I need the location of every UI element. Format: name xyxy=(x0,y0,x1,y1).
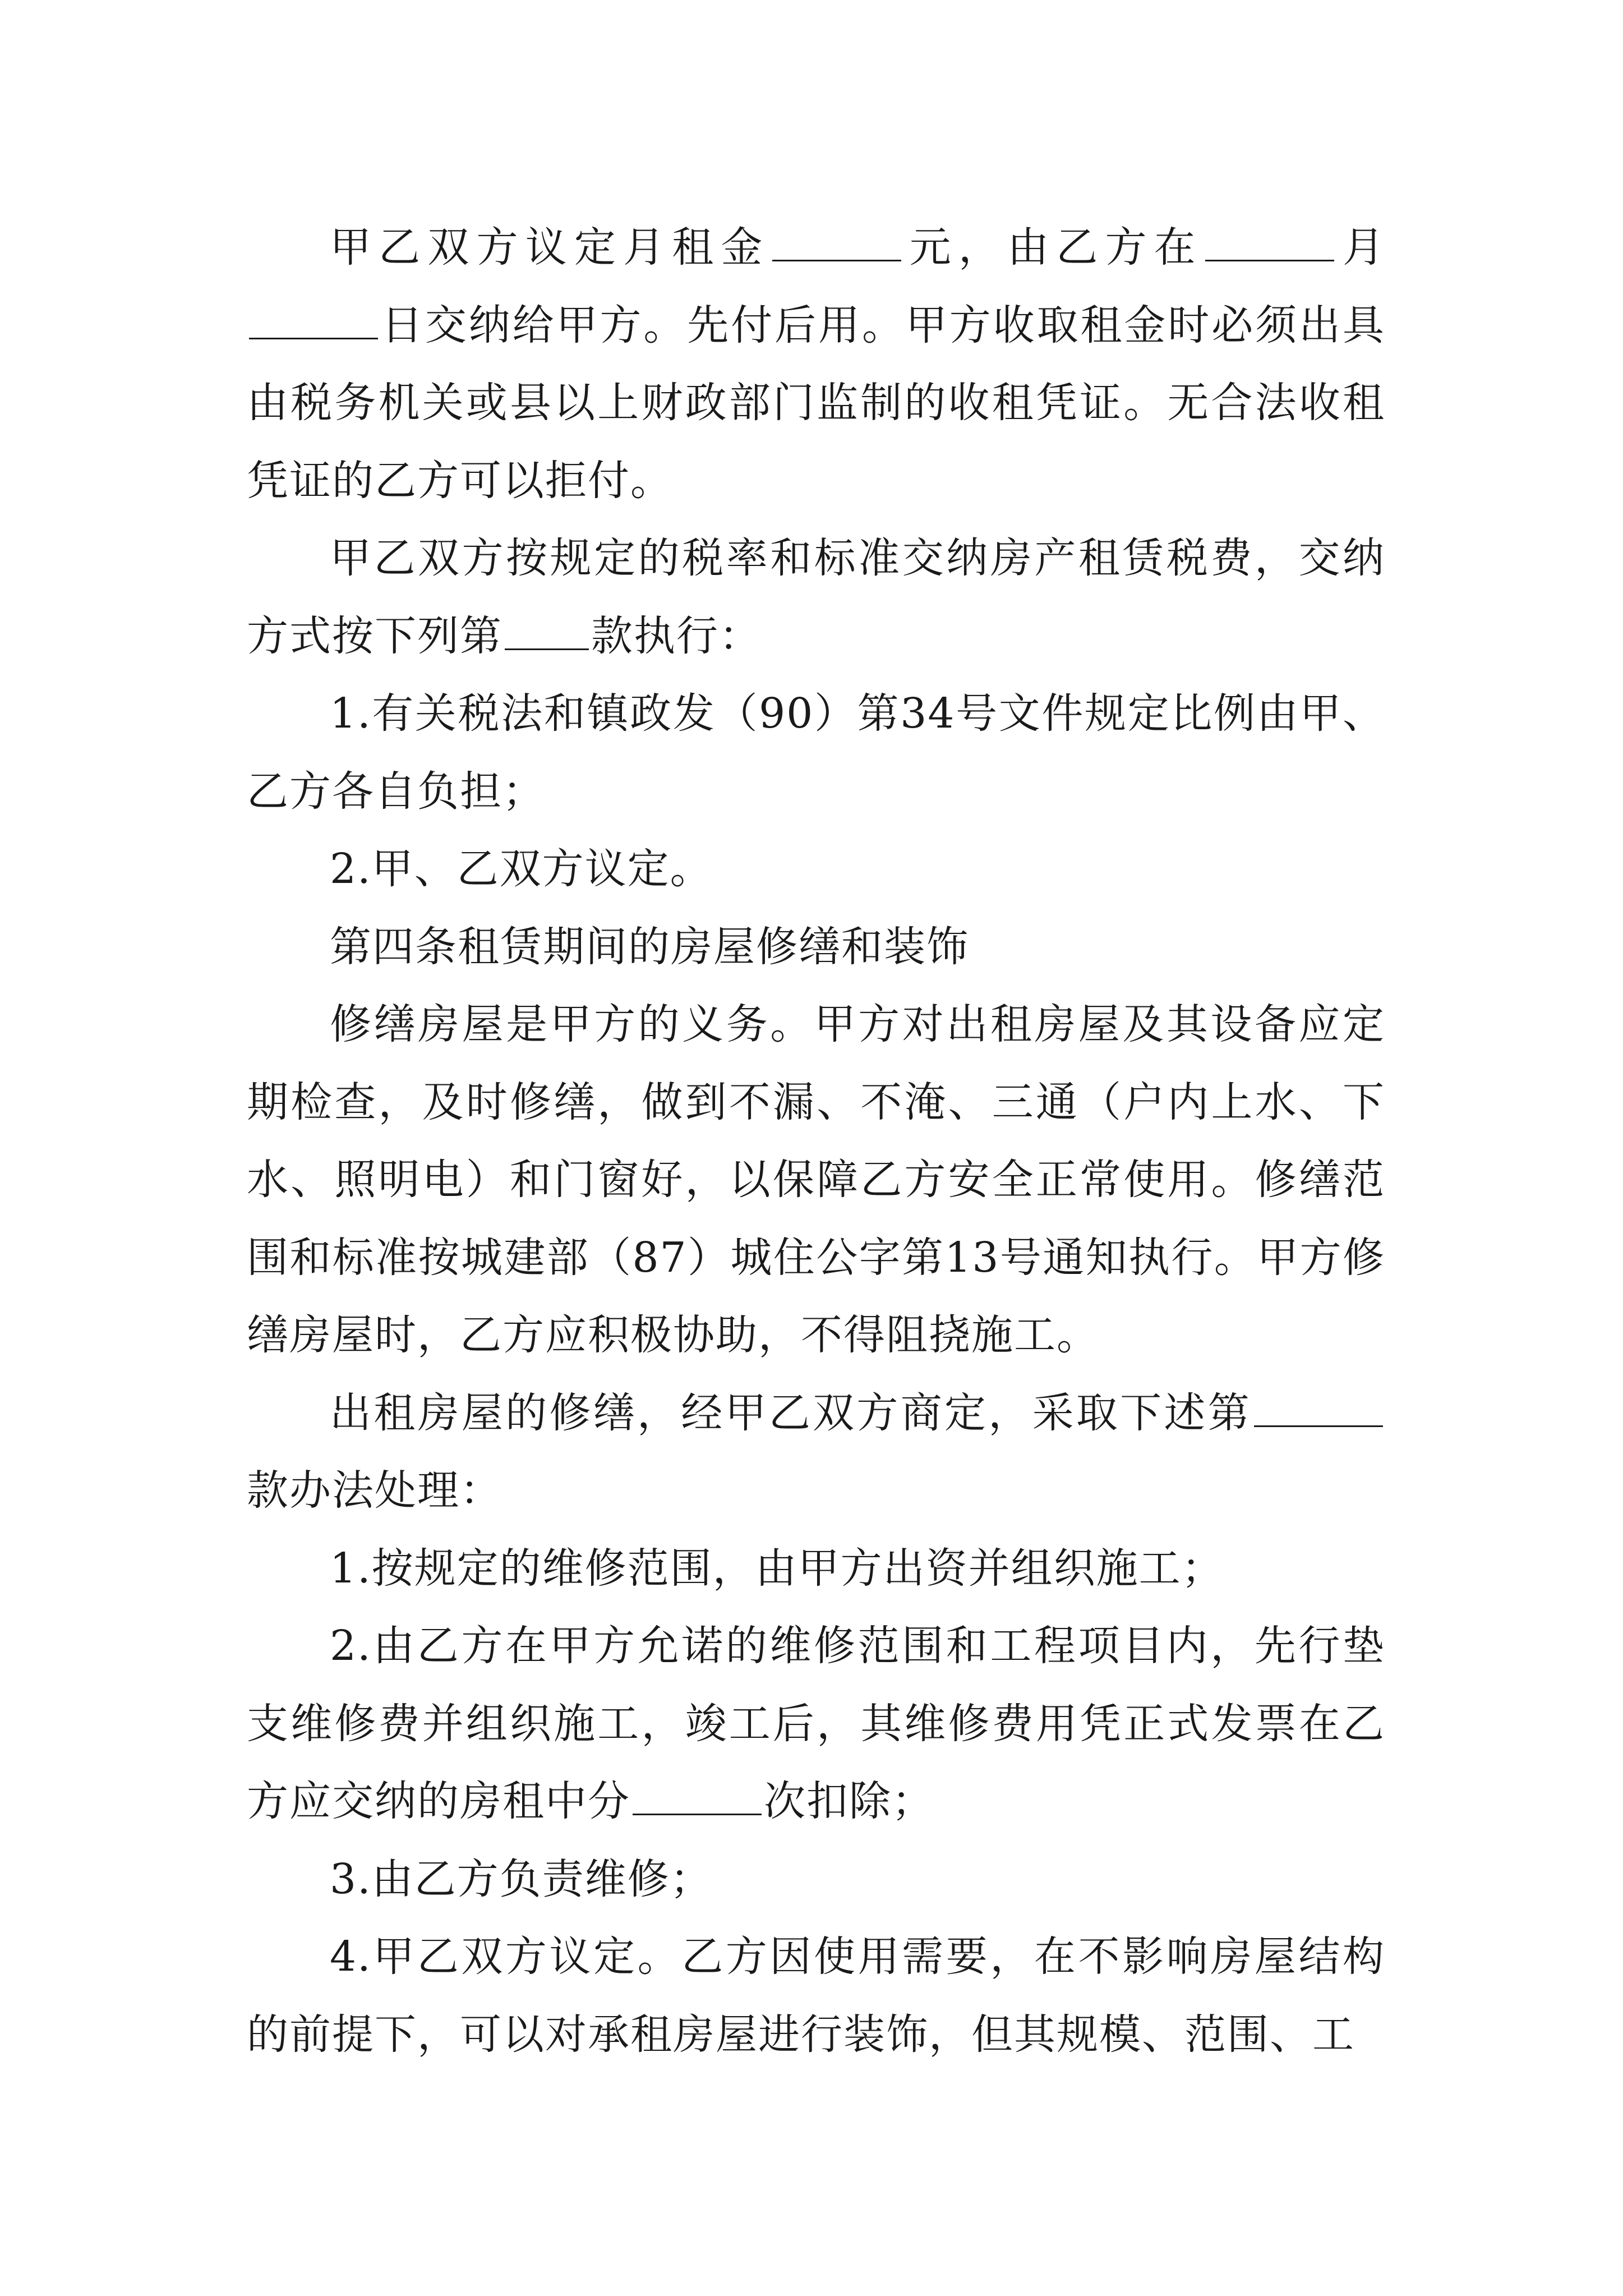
tax-option-blank[interactable] xyxy=(505,609,589,650)
repair-option-1: 1.按规定的维修范围，由甲方出资并组织施工； xyxy=(330,1544,1224,1593)
repair-option-2-text-2: 次扣除； xyxy=(764,1777,934,1825)
payment-month-blank[interactable] xyxy=(1205,220,1334,261)
repair-method-text-1: 出租房屋的修缮，经甲乙双方商定，采取下述第 xyxy=(330,1388,1252,1437)
tax-option-2: 2.甲、乙双方议定。 xyxy=(330,845,713,893)
rent-clause-text-1: 甲乙双方议定月租金 xyxy=(330,223,770,272)
repair-duty-paragraph: 修缮房屋是甲方的义务。甲方对出租房屋及其设备应定期检查，及时修缮，做到不漏、不淹、三通（户内上水、下水、照明电）和门窗好，以保障乙方安全正常使用。修缮范围和标准按城建部（87）城住公字第13号通知执行。甲方修缮房屋时，乙方应积极协助，不得阻挠施工。 xyxy=(247,1000,1385,1359)
repair-option-3: 3.由乙方负责维修； xyxy=(330,1855,713,1903)
repair-option-4: 4.甲乙双方议定。乙方因使用需要，在不影响房屋结构的前提下，可以对承租房屋进行装饰，但其规模、范围、工 xyxy=(247,1932,1385,2059)
repair-method-paragraph xyxy=(247,1374,1385,1530)
document-body xyxy=(247,209,1385,2073)
rent-clause-text-4: 日交纳给甲方。先付后用。甲方收取租金时必须出具由税务机关或县以上财政部门监制的收租凭证。无合法收租凭证的乙方可以拒付。 xyxy=(247,301,1385,505)
article-four-heading: 第四条租赁期间的房屋修缮和装饰 xyxy=(330,922,969,971)
rent-clause-text-2: 元，由乙方在 xyxy=(903,223,1203,272)
repair-option-blank[interactable] xyxy=(1254,1386,1383,1427)
payment-day-blank[interactable] xyxy=(249,298,378,339)
deduction-times-blank[interactable] xyxy=(633,1774,762,1815)
tax-clause-text-1: 甲乙双方按规定的税率和标准交纳房产租赁税费，交纳方式按下列第 xyxy=(247,534,1385,660)
rent-amount-blank[interactable] xyxy=(772,220,901,261)
rent-clause-text-3: 月 xyxy=(1336,223,1386,272)
repair-method-text-2: 款办法处理： xyxy=(247,1466,502,1515)
repair-option-2-text-1: 2.由乙方在甲方允诺的维修范围和工程项目内，先行垫支维修费并组织施工，竣工后，其维修费用凭正式发票在乙方应交纳的房租中分 xyxy=(247,1622,1385,1825)
tax-clause-paragraph xyxy=(247,519,1385,675)
repair-option-2 xyxy=(247,1607,1385,1841)
tax-clause-text-2: 款执行： xyxy=(591,611,762,660)
tax-option-1: 1.有关税法和镇政发（90）第34号文件规定比例由甲、乙方各自负担； xyxy=(247,689,1385,816)
rent-clause-paragraph xyxy=(247,209,1385,519)
